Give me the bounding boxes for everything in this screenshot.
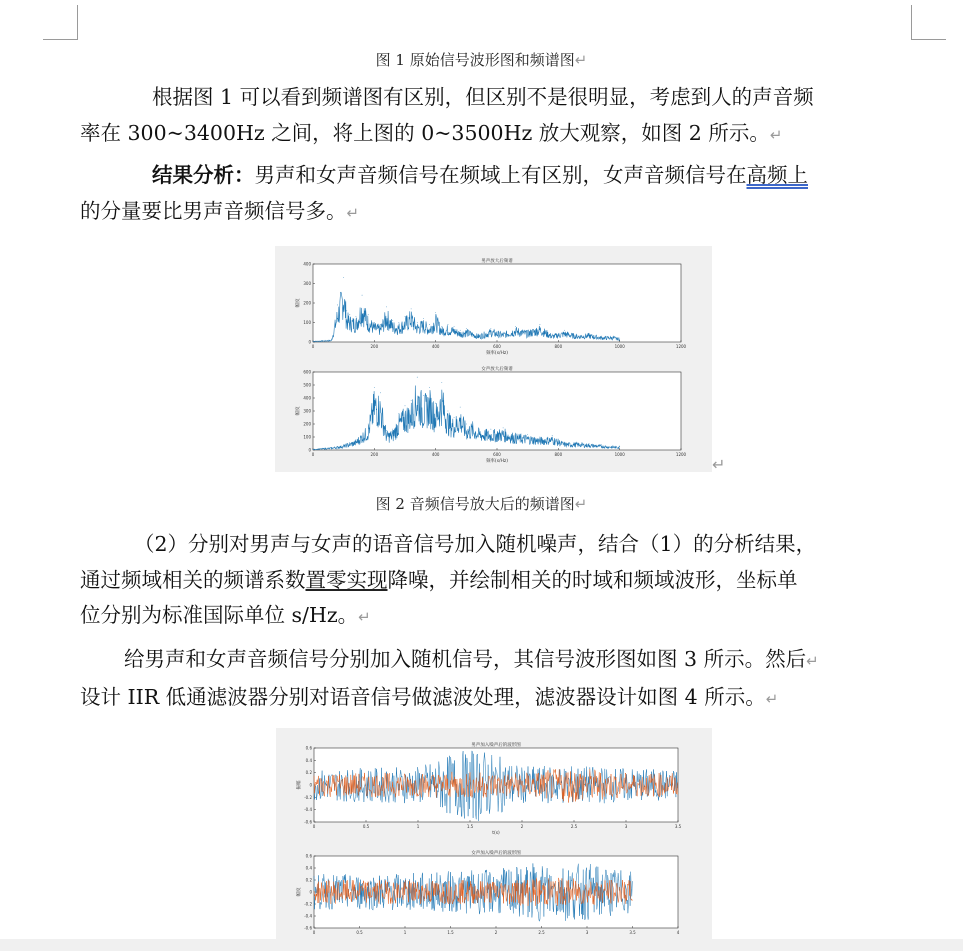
figure-1-caption xyxy=(0,49,963,70)
female-noisy-wave-x-tick-label: 2.5 xyxy=(538,930,545,935)
paragraph-3[interactable] xyxy=(80,527,915,636)
female-noisy-wave-x-tick-label: 1 xyxy=(403,930,407,935)
page-corner-mark-right xyxy=(911,5,946,40)
female-spectrum-point xyxy=(527,434,528,435)
female-spectrum-title: 女声放大后频谱 xyxy=(481,367,513,372)
female-spectrum-x-tick-label: 200 xyxy=(370,452,379,457)
paragraph-mark: ↵ xyxy=(712,455,726,474)
female-spectrum-y-tick-label: 400 xyxy=(303,395,311,401)
female-spectrum-point xyxy=(411,400,412,401)
female-spectrum-point xyxy=(564,442,565,443)
female-spectrum-point xyxy=(466,424,467,425)
female-noisy-wave-y-label: 幅度 xyxy=(297,887,302,897)
female-spectrum-x-tick-label: 1000 xyxy=(614,452,625,457)
male-spectrum-x-tick-label: 0 xyxy=(311,344,315,349)
male-spectrum-point xyxy=(466,328,467,329)
paragraph-4-line-2: 设计 IIR 低通滤波器分别对语音信号做滤波处理，滤波器设计如图 4 所示。↵ xyxy=(80,684,779,709)
paragraph-4[interactable] xyxy=(80,642,915,717)
female-spectrum-y-label: 幅度 xyxy=(296,406,301,416)
figure-3-chart xyxy=(276,728,712,939)
female-spectrum-point xyxy=(368,424,369,425)
male-spectrum-point xyxy=(362,295,363,296)
male-noisy-wave-x-tick-label: 3 xyxy=(624,824,628,829)
male-spectrum-y-tick-label: 0 xyxy=(308,339,311,345)
female-spectrum-y-tick-label: 500 xyxy=(303,382,311,388)
male-spectrum-point xyxy=(417,322,418,323)
figure-2-caption-text: 图 2 音频信号放大后的频谱图 xyxy=(375,495,575,513)
male-noisy-wave-x-tick-label: 0.5 xyxy=(362,824,370,829)
female-noisy-wave-y-tick-label: 0 xyxy=(309,889,312,895)
male-spectrum-point xyxy=(564,330,565,331)
female-noisy-wave-x-tick-label: 4 xyxy=(676,930,680,935)
male-spectrum-point xyxy=(441,326,442,327)
female-spectrum-point xyxy=(374,387,375,388)
female-noisy-wave-y-tick-label: 0.4 xyxy=(305,865,312,871)
female-spectrum-point xyxy=(454,417,455,418)
female-spectrum-point xyxy=(589,443,590,444)
male-spectrum-point xyxy=(405,316,406,317)
female-spectrum-point xyxy=(601,444,602,445)
underlined-phrase: 置零实现 xyxy=(305,567,388,592)
paragraph-2-line-1: 结果分析：男声和女声音频信号在频域上有区别，女声音频信号在高频上 xyxy=(152,163,808,187)
female-spectrum-point xyxy=(356,439,357,440)
female-spectrum-point xyxy=(331,447,332,448)
female-spectrum-point xyxy=(392,429,393,430)
female-spectrum-x-label: 频率(s/Hz) xyxy=(485,459,509,464)
male-spectrum-y-tick-label: 200 xyxy=(303,300,311,306)
female-spectrum-point xyxy=(398,413,399,414)
male-spectrum-point xyxy=(619,338,620,339)
female-spectrum-point xyxy=(441,382,442,383)
male-spectrum-point xyxy=(576,334,577,335)
male-spectrum-point xyxy=(423,318,424,319)
female-noisy-wave-x-tick-label: 2 xyxy=(494,930,498,935)
male-noisy-wave-x-label: t(s) xyxy=(492,831,500,836)
female-spectrum-y-tick-label: 200 xyxy=(303,421,311,427)
female-spectrum-point xyxy=(417,377,418,378)
male-noisy-wave-x-tick-label: 2 xyxy=(520,824,524,829)
female-noisy-wave-y-tick-label: -0.6 xyxy=(304,925,312,931)
male-noisy-wave-x-tick-label: 1.5 xyxy=(466,824,474,829)
male-spectrum-x-tick-label: 800 xyxy=(554,344,563,349)
male-spectrum-point xyxy=(515,326,516,327)
result-analysis-label: 结果分析： xyxy=(152,163,255,187)
male-spectrum-point xyxy=(313,341,314,342)
female-spectrum-x-tick-label: 400 xyxy=(431,452,440,457)
male-spectrum-point xyxy=(392,320,393,321)
male-spectrum-point xyxy=(346,310,347,311)
male-spectrum-point xyxy=(460,330,461,331)
female-spectrum-y-tick-label: 600 xyxy=(303,369,311,375)
male-spectrum-point xyxy=(540,324,541,325)
female-spectrum-x-tick-label: 1200 xyxy=(675,452,687,457)
paragraph-3-line-1: （2）分别对男声与女声的语音信号加入随机噪声，结合（1）的分析结果， xyxy=(134,532,817,556)
paragraph-2[interactable] xyxy=(80,158,915,231)
male-spectrum-point xyxy=(411,308,412,309)
figure-2-chart xyxy=(275,246,712,472)
male-spectrum-y-tick-label: 400 xyxy=(303,261,311,267)
female-spectrum-x-tick-label: 0 xyxy=(311,452,315,457)
male-spectrum-point xyxy=(435,312,436,313)
male-spectrum-y-tick-label: 100 xyxy=(303,320,311,325)
figure-1-caption-text: 图 1 原始信号波形图和频谱图 xyxy=(375,51,575,69)
female-noisy-wave-title: 女声加入噪声后的波形图 xyxy=(471,851,521,856)
paragraph-3-line-2: 通过频域相关的频谱系数置零实现降噪，并绘制相关的时域和频域波形，坐标单 xyxy=(80,567,798,592)
paragraph-2-line-2: 的分量要比男声音频信号多。↵ xyxy=(80,198,360,223)
male-noisy-wave-x-tick-label: 1 xyxy=(416,824,420,829)
male-noisy-wave-y-tick-label: 0.2 xyxy=(305,770,312,776)
female-spectrum-point xyxy=(552,435,553,436)
female-noisy-wave-y-tick-label: -0.4 xyxy=(304,913,312,919)
female-noisy-wave-x-tick-label: 0 xyxy=(312,930,316,935)
male-spectrum-point xyxy=(343,277,344,278)
male-spectrum-point xyxy=(356,316,357,317)
female-spectrum-point xyxy=(472,421,473,422)
paragraph-1[interactable] xyxy=(80,80,915,153)
female-spectrum-x-tick-label: 600 xyxy=(493,452,501,457)
figure-3-image xyxy=(276,728,712,939)
female-spectrum-point xyxy=(429,387,430,388)
male-spectrum-point xyxy=(374,322,375,323)
male-noisy-wave-y-tick-label: 0.6 xyxy=(305,745,312,751)
page-corner-mark-left xyxy=(43,5,78,40)
male-spectrum-x-tick-label: 200 xyxy=(370,344,379,349)
female-spectrum-point xyxy=(478,428,479,429)
male-noisy-wave-title: 男声加入噪声后的波形图 xyxy=(471,743,521,748)
male-spectrum-point xyxy=(552,334,553,335)
male-noisy-wave-y-tick-label: 0.4 xyxy=(305,757,312,763)
female-spectrum-point xyxy=(423,395,424,396)
female-spectrum-point xyxy=(619,446,620,447)
page-bottom-bar xyxy=(0,939,963,951)
female-spectrum-point xyxy=(613,446,614,447)
male-noisy-wave-x-tick-label: 3.5 xyxy=(674,824,682,829)
paragraph-4-line-1: 给男声和女声音频信号分别加入随机信号，其信号波形图如图 3 所示。然后↵ xyxy=(124,647,819,671)
female-spectrum-point xyxy=(380,392,381,393)
male-spectrum-point xyxy=(331,340,332,341)
underlined-phrase: 高频上 xyxy=(746,163,808,187)
male-spectrum-point xyxy=(478,334,479,335)
paragraph-1-line-2: 率在 300~3400Hz 之间，将上图的 0~3500Hz 放大观察，如图 2 所示。↵ xyxy=(80,120,783,145)
female-noisy-wave-y-tick-label: -0.2 xyxy=(304,901,312,907)
female-noisy-wave-x-tick-label: 3 xyxy=(585,930,589,935)
figure-2-image xyxy=(275,246,712,472)
paragraph-1-line-1: 根据图 1 可以看到频谱图有区别，但区别不是很明显，考虑到人的声音频 xyxy=(152,85,814,109)
male-spectrum-x-tick-label: 1000 xyxy=(614,344,625,349)
female-noisy-wave-x-tick-label: 0.5 xyxy=(356,930,363,935)
male-noisy-wave-y-tick-label: -0.6 xyxy=(304,819,312,825)
male-spectrum-x-tick-label: 600 xyxy=(493,344,501,349)
male-spectrum-title: 男声放大后频谱 xyxy=(481,259,513,264)
male-spectrum-point xyxy=(613,336,614,337)
male-spectrum-x-label: 频率(s/Hz) xyxy=(485,351,509,356)
male-spectrum-y-label: 幅度 xyxy=(296,298,301,308)
male-spectrum-point xyxy=(448,324,449,325)
female-spectrum-x-tick-label: 800 xyxy=(554,452,563,457)
female-spectrum-point xyxy=(540,437,541,438)
male-spectrum-x-tick-label: 1200 xyxy=(675,344,687,349)
female-spectrum-point xyxy=(503,428,504,429)
female-spectrum-point xyxy=(405,405,406,406)
male-spectrum-point xyxy=(368,314,369,315)
male-spectrum-point xyxy=(380,324,381,325)
female-spectrum-point xyxy=(515,433,516,434)
female-spectrum-point xyxy=(343,444,344,445)
male-noisy-wave-y-tick-label: -0.4 xyxy=(304,807,312,813)
female-spectrum-point xyxy=(435,403,436,404)
male-noisy-wave-y-label: 振幅 xyxy=(297,780,302,790)
male-spectrum-point xyxy=(349,314,350,315)
male-noisy-wave-x-tick-label: 0 xyxy=(312,824,316,829)
female-spectrum-y-tick-label: 300 xyxy=(303,408,311,414)
female-noisy-wave-y-tick-label: 0.2 xyxy=(305,877,312,883)
female-spectrum-point xyxy=(448,411,449,412)
male-spectrum-point xyxy=(490,328,491,329)
male-spectrum-x-tick-label: 400 xyxy=(431,344,440,349)
female-spectrum-y-tick-label: 100 xyxy=(303,434,311,440)
paragraph-mark: ↵ xyxy=(574,51,588,69)
female-spectrum-point xyxy=(576,442,577,443)
male-spectrum-point xyxy=(527,330,528,331)
female-spectrum-point xyxy=(386,430,387,431)
male-noisy-wave-x-tick-label: 2.5 xyxy=(570,824,578,829)
female-spectrum-point xyxy=(460,407,461,408)
female-noisy-wave-x-tick-label: 3.5 xyxy=(629,930,636,935)
male-spectrum-point xyxy=(429,324,430,325)
female-noisy-wave-y-tick-label: 0.6 xyxy=(305,853,312,859)
male-spectrum-y-tick-label: 300 xyxy=(303,281,311,286)
male-noisy-wave-y-tick-label: -0.2 xyxy=(304,794,312,800)
male-spectrum-point xyxy=(454,326,455,327)
female-spectrum-point xyxy=(490,429,491,430)
male-spectrum-point xyxy=(503,332,504,333)
male-noisy-wave-y-tick-label: 0 xyxy=(309,782,312,788)
female-spectrum-point xyxy=(313,449,314,450)
male-spectrum-point xyxy=(589,333,590,334)
male-spectrum-point xyxy=(337,305,338,306)
male-spectrum-point xyxy=(398,322,399,323)
female-spectrum-y-tick-label: 0 xyxy=(308,447,311,453)
figure-2-caption: 图 2 音频信号放大后的频谱图↵ xyxy=(375,495,588,513)
female-noisy-wave-x-tick-label: 1.5 xyxy=(447,930,454,935)
male-spectrum-point xyxy=(601,336,602,337)
paragraph-3-line-3: 位分别为标准国际单位 s/Hz。↵ xyxy=(80,603,371,627)
male-spectrum-point xyxy=(386,307,387,308)
